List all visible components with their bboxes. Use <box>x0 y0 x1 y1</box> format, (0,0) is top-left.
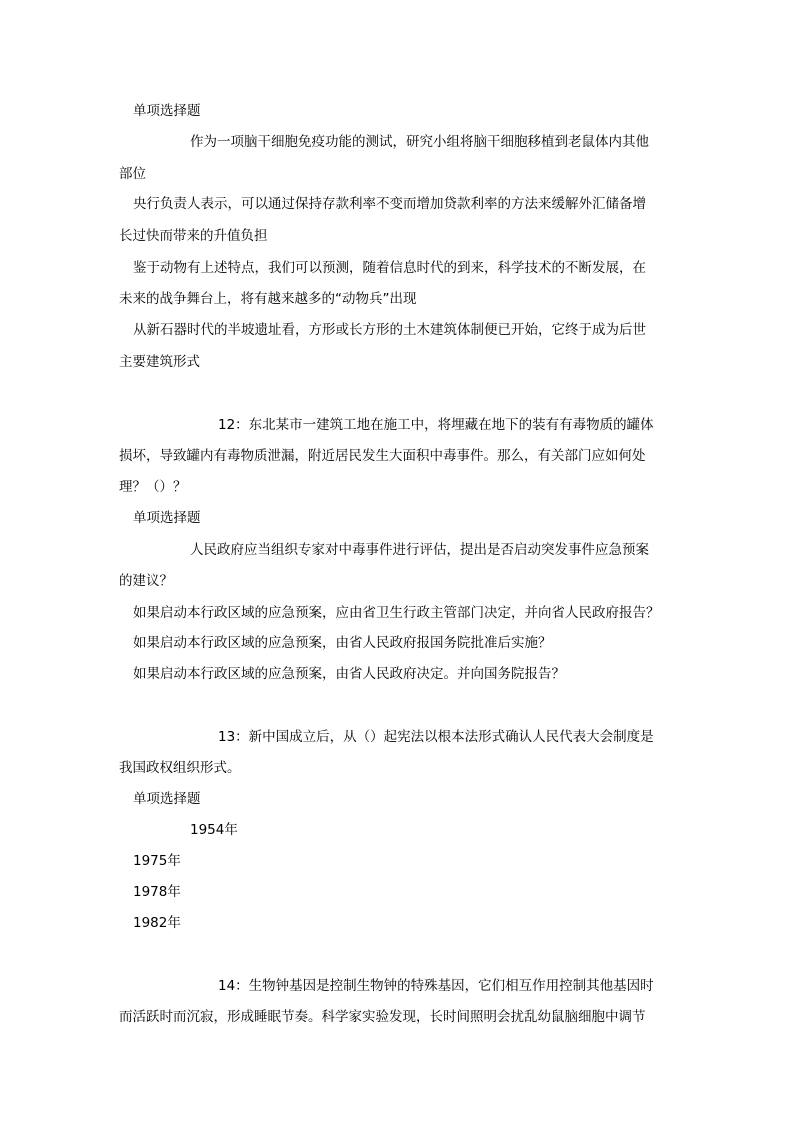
option-line: 央行负责人表示，可以通过保持存款利率不变而增加贷款利率的方法来缓解外汇储备增 <box>133 196 646 212</box>
option-line: 从新石器时代的半坡遗址看，方形或长方形的土木建筑体制便已开始，它终于成为后世 <box>133 322 646 338</box>
option-line: 鉴于动物有上述特点，我们可以预测，随着信息时代的到来，科学技术的不断发展，在 <box>133 260 646 276</box>
question-text: 14：生物钟基因是控制生物钟的特殊基因，它们相互作用控制其他基因时 <box>218 978 654 994</box>
question-text: 损坏，导致罐内有毒物质泄漏，附近居民发生大面积中毒事件。那么，有关部门应如何处 <box>119 448 646 464</box>
question-type: 单项选择题 <box>133 791 201 807</box>
option-line: 长过快而带来的升值负担 <box>119 228 268 244</box>
option-line: 人民政府应当组织专家对中毒事件进行评估，提出是否启动突发事件应急预案 <box>190 542 649 558</box>
option-line: 如果启动本行政区域的应急预案，应由省卫生行政主管部门决定，并向省人民政府报告？ <box>133 605 660 621</box>
option-line: 部位 <box>119 166 146 182</box>
option-line: 主要建筑形式 <box>119 354 200 370</box>
question-text: 我国政权组织形式。 <box>119 760 241 776</box>
option-line: 作为一项脑干细胞免疫功能的测试，研究小组将脑干细胞移植到老鼠体内其他 <box>190 134 649 150</box>
option-line: 的建议？ <box>119 573 173 589</box>
question-text: 12：东北某市一建筑工地在施工中，将埋藏在地下的装有有毒物质的罐体 <box>218 417 654 433</box>
question-type: 单项选择题 <box>133 510 201 526</box>
option-line: 如果启动本行政区域的应急预案，由省人民政府报国务院批准后实施？ <box>133 635 552 651</box>
question-type: 单项选择题 <box>133 103 201 119</box>
question-text: 而活跃时而沉寂，形成睡眠节奏。科学家实验发现，长时间照明会扰乱幼鼠脑细胞中调节 <box>119 1009 646 1025</box>
option-line: 未来的战争舞台上，将有越来越多的“动物兵”出现 <box>119 291 417 307</box>
option-line: 如果启动本行政区域的应急预案，由省人民政府决定。并向国务院报告？ <box>133 666 565 682</box>
question-text: 理？（）？ <box>119 479 187 495</box>
option-line: 1954年 <box>190 822 238 838</box>
question-text: 13：新中国成立后，从（）起宪法以根本法形式确认人民代表大会制度是 <box>218 729 654 745</box>
option-line: 1982年 <box>133 915 181 931</box>
option-line: 1978年 <box>133 884 181 900</box>
option-line: 1975年 <box>133 853 181 869</box>
